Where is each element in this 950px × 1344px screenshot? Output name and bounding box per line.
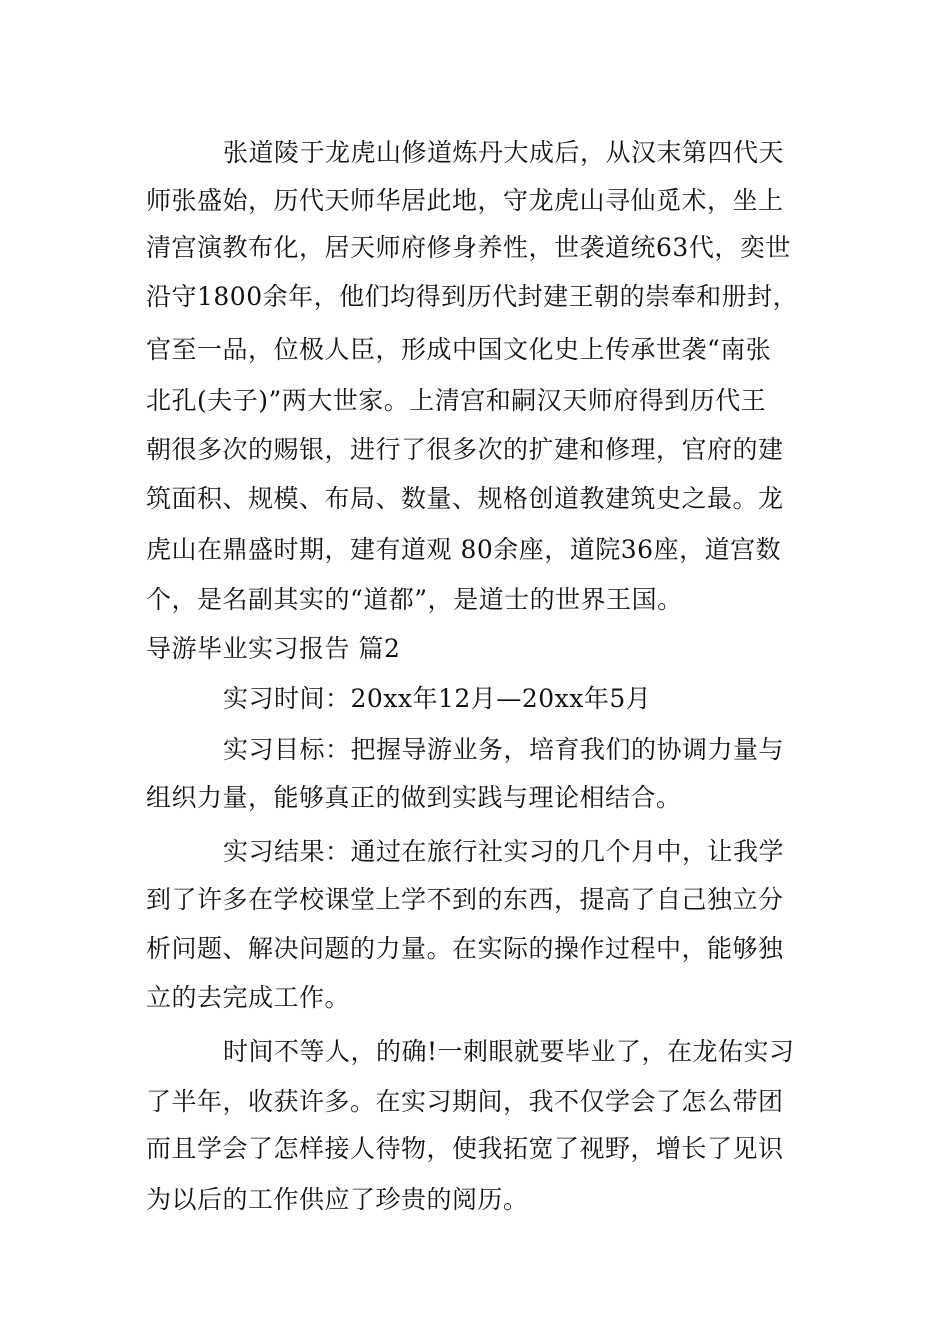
paragraph1-line: 虎山在鼎盛时期，建有道观 80余座，道院36座，道宫数 xyxy=(146,535,782,564)
paragraph1-line: 官至一品，位极人臣，形成中国文化史上传承世袭“南张 xyxy=(146,335,772,364)
paragraph1-line: 清宫演教布化，居天师府修身养性，世袭道统63代，奕世 xyxy=(146,233,791,262)
paragraph1-line: 张道陵于龙虎山修道炼丹大成后，从汉末第四代天 xyxy=(223,138,785,167)
result-line: 到了许多在学校课堂上学不到的东西，提高了自己独立分 xyxy=(146,885,784,914)
result-line: 析问题、解决问题的力量。在实际的操作过程中，能够独 xyxy=(146,934,784,963)
paragraph1-line: 朝很多次的赐银，进行了很多次的扩建和修理，官府的建 xyxy=(146,435,784,464)
result-line: 实习结果：通过在旅行社实习的几个月中，让我学 xyxy=(223,837,785,866)
closing-line: 了半年，收获许多。在实习期间，我不仅学会了怎么带团 xyxy=(146,1087,784,1116)
paragraph1-line: 师张盛始，历代天师华居此地，守龙虎山寻仙觅术，坐上 xyxy=(146,186,784,215)
result-line: 立的去完成工作。 xyxy=(146,983,351,1012)
closing-line: 时间不等人，的确!一刺眼就要毕业了，在龙佑实习 xyxy=(223,1037,795,1066)
paragraph1-line: 北孔(夫子)”两大世家。上清宫和嗣汉天师府得到历代王 xyxy=(146,386,767,415)
goal-line: 组织力量，能够真正的做到实践与理论相结合。 xyxy=(146,783,682,812)
paragraph1-line: 筑面积、规模、布局、数量、规格创道教建筑史之最。龙 xyxy=(146,484,784,513)
closing-line: 而且学会了怎样接人待物，使我拓宽了视野，增长了见识 xyxy=(146,1134,784,1163)
goal-line: 实习目标：把握导游业务，培育我们的协调力量与 xyxy=(223,735,785,764)
paragraph1-line: 沿守1800余年，他们均得到历代封建王朝的崇奉和册封， xyxy=(146,282,799,311)
closing-line: 为以后的工作供应了珍贵的阅历。 xyxy=(146,1185,529,1214)
section-heading: 导游毕业实习报告 篇2 xyxy=(146,634,401,663)
paragraph1-line: 个，是名副其实的“道都”，是道士的世界王国。 xyxy=(146,585,683,614)
internship-time: 实习时间：20xx年12月—20xx年5月 xyxy=(223,684,652,713)
